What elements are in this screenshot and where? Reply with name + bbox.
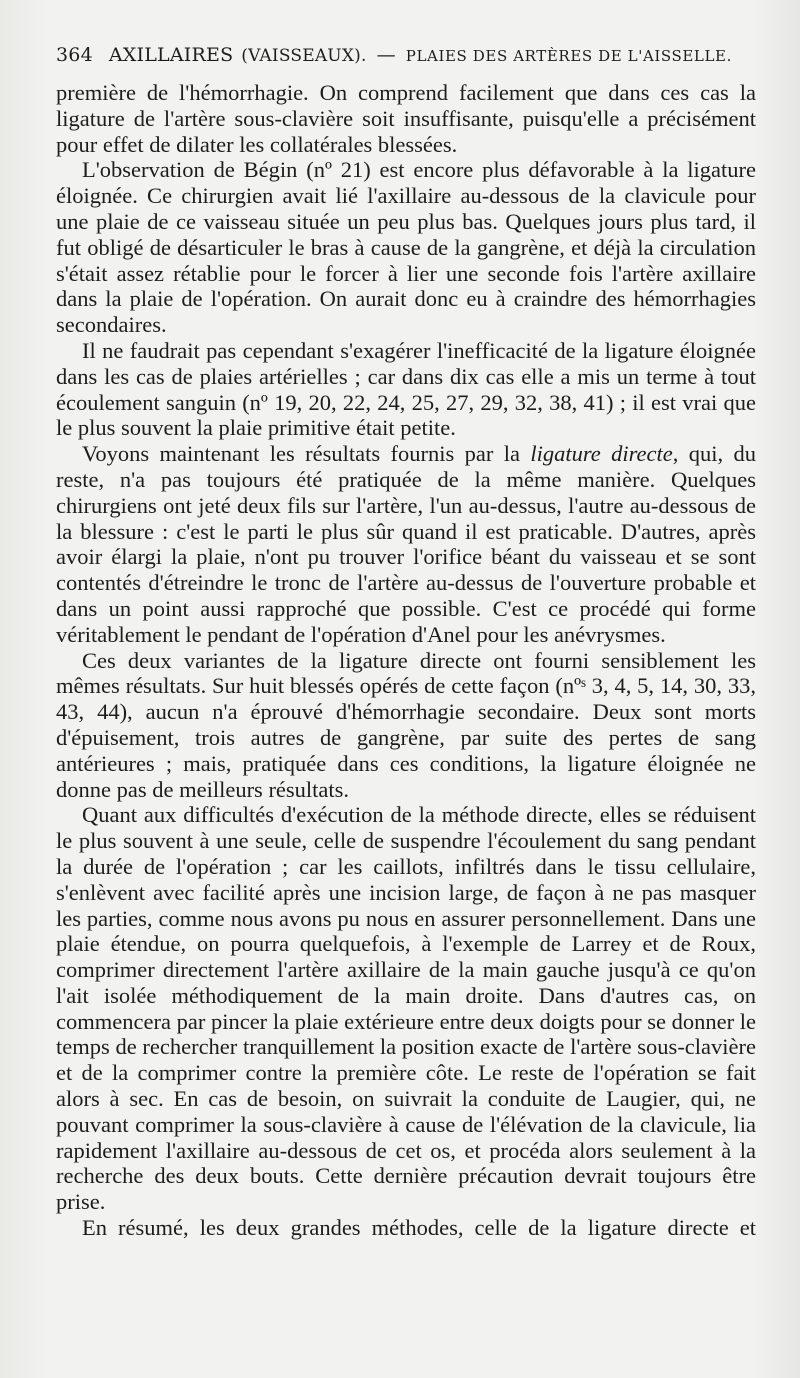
paragraph: En résumé, les deux grandes méthodes, celle de la ligature directe et <box>82 1215 756 1241</box>
paragraph <box>56 441 756 647</box>
running-header <box>56 44 756 76</box>
paragraph: Quant aux difficultés d'exécution de la méthode directe, elles se réduisent le plus souvent à une seule, celle de suspendre l'écoulement du sang pendant la durée de l'opération ; car les caillots, infiltrés dans le tissu cellulaire, s'enlèvent avec facilité après une incision large, de façon à ne pas masquer les parties, comme nous avons pu nous en assurer personnellement. Dans une plaie étendue, on pourra quelquefois, à l'exemple de Larrey et de Roux, comprimer directement l'artère axillaire de la main gauche jusqu'à ce qu'on l'ait isolée méthodiquement de la main droite. Dans d'autres cas, on commencera par pincer la plaie extérieure entre deux doigts pour se donner le temps de rechercher tranquillement la position exacte de l'artère sous-clavière et de la comprimer contre la première côte. Le reste de l'opération se fait alors à sec. En cas de besoin, on suivrait la conduite de Laugier, qui, ne pouvant comprimer la sous-clavière à cause de l'élévation de la clavicule, lia rapidement l'axillaire au-dessous de cet os, et procéda alors seulement à la recherche des deux bouts. Cette dernière précaution devrait toujours être prise. <box>56 802 756 1215</box>
paragraph: première de l'hémorrhagie. On comprend facilement que dans ces cas la ligature de l'artère sous-clavière soit insuffisante, puisqu'elle a précisément pour effet de dilater les collatérales blessées. <box>56 80 756 157</box>
header-section: PLAIES DES ARTÈRES DE L'AISSELLE. <box>405 47 732 65</box>
header-dash: — <box>376 44 396 66</box>
text-run: Voyons maintenant les résultats fournis par la <box>82 441 531 467</box>
italic-term: ligature directe <box>530 441 673 467</box>
header-subtitle: (VAISSEAUX). <box>241 46 367 66</box>
page-number: 364 <box>56 44 93 66</box>
header-title: AXILLAIRES <box>108 44 234 66</box>
text-run: , qui, du reste, n'a pas toujours été pratiquée de la même manière. Quelques chirurgiens ont jeté deux fils sur l'artère, l'un au-dessus, l'autre au-dessous de la blessure : c'est le parti le plus sûr quand il est praticable. D'autres, après avoir élargi la plaie, n'ont pu trouver l'orifice béant du vaisseau et se sont contentés d'étreindre le tronc de l'artère au-dessus de l'ouverture probable et dans un point aussi rapproché que possible. C'est ce procédé qui forme véritablement le pendant de l'opération d'Anel pour les anévrysmes. <box>56 441 756 647</box>
paragraph: Il ne faudrait pas cependant s'exagérer l'inefficacité de la ligature éloignée dans les cas de plaies artérielles ; car dans dix cas elle a mis un terme à tout écoulement sanguin (nº 19, 20, 22, 24, 25, 27, 29, 32, 38, 41) ; il est vrai que le plus souvent la plaie primitive était petite. <box>56 337 756 441</box>
body-text <box>56 80 756 1241</box>
paragraph: L'observation de Bégin (nº 21) est encore plus défavorable à la ligature éloignée. Ce chirurgien avait lié l'axillaire au-dessous de la clavicule pour une plaie de ce vaisseau située un peu plus bas. Quelques jours plus tard, il fut obligé de désarticuler le bras à cause de la gangrène, et déjà la circulation s'était assez rétablie pour le forcer à lier une seconde fois l'artère axillaire dans la plaie de l'opération. On aurait donc eu à craindre des hémorrhagies secondaires. <box>56 157 756 338</box>
paragraph: Ces deux variantes de la ligature directe ont fourni sensiblement les mêmes résultats. Sur huit blessés opérés de cette façon (nºˢ 3, 4, 5, 14, 30, 33, 43, 44), aucun n'a éprouvé d'hémorrhagie secondaire. Deux sont morts d'épuisement, trois autres de gangrène, par suite des pertes de sang antérieures ; mais, pratiquée dans ces conditions, la ligature éloignée ne donne pas de meilleurs résultats. <box>56 647 756 802</box>
